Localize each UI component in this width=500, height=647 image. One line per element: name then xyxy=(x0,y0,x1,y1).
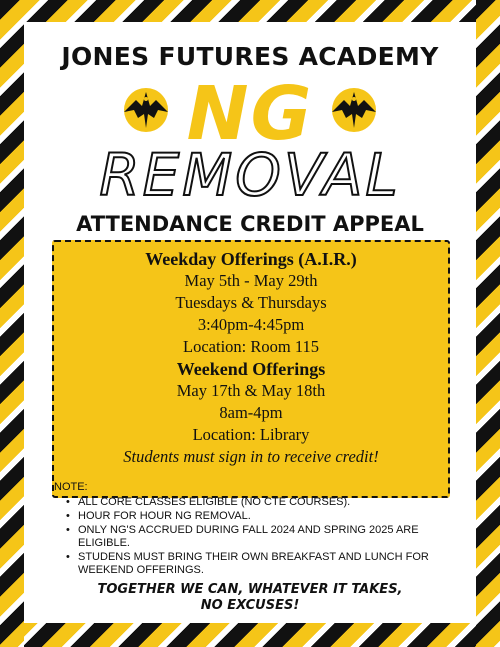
weekday-time: 3:40pm-4:45pm xyxy=(197,315,305,334)
hazard-stripe-right xyxy=(476,0,500,647)
school-name: JONES FUTURES ACADEMY xyxy=(61,42,439,71)
offerings-box xyxy=(52,240,450,498)
note-section xyxy=(54,481,464,578)
note-item: • HOUR FOR HOUR NG REMOVAL. xyxy=(64,510,464,523)
weekend-time: 8am-4pm xyxy=(219,403,283,422)
slogan-line-2: NO EXCUSES! xyxy=(200,598,300,613)
note-item: • ALL CORE CLASSES ELIGIBLE (NO CTE COURSES). xyxy=(64,496,464,509)
note-label: NOTE: xyxy=(54,481,88,493)
eagle-mascot-icon xyxy=(326,82,382,138)
appeal-subtitle: ATTENDANCE CREDIT APPEAL xyxy=(76,212,424,236)
slogan xyxy=(24,582,476,614)
flyer-sheet xyxy=(24,22,476,623)
weekday-days: Tuesdays & Thursdays xyxy=(175,293,327,312)
hazard-stripe-left xyxy=(0,0,24,647)
weekday-dates: May 5th - May 29th xyxy=(184,271,318,290)
weekend-location: Location: Library xyxy=(192,425,310,444)
weekend-heading: Weekend Offerings xyxy=(176,359,326,379)
note-item: • STUDENS MUST BRING THEIR OWN BREAKFAST AND LUNCH FOR WEEKEND OFFERINGS. xyxy=(64,551,464,577)
weekday-location: Location: Room 115 xyxy=(183,337,319,356)
weekday-heading: Weekday Offerings (A.I.R.) xyxy=(145,249,357,269)
removal-title: REMOVAL xyxy=(99,141,401,209)
eagle-mascot-icon xyxy=(118,82,174,138)
weekend-dates: May 17th & May 18th xyxy=(176,381,326,400)
slogan-line-1: TOGETHER WE CAN, WHATEVER IT TAKES, xyxy=(97,582,403,597)
ng-title: NG xyxy=(186,71,314,157)
signin-note: Students must sign in to receive credit! xyxy=(123,447,379,466)
hazard-stripe-bottom xyxy=(0,621,500,647)
note-item: • ONLY NG'S ACCRUED DURING FALL 2024 AND SPRING 2025 ARE ELIGIBLE. xyxy=(64,524,464,550)
note-list xyxy=(64,496,464,577)
